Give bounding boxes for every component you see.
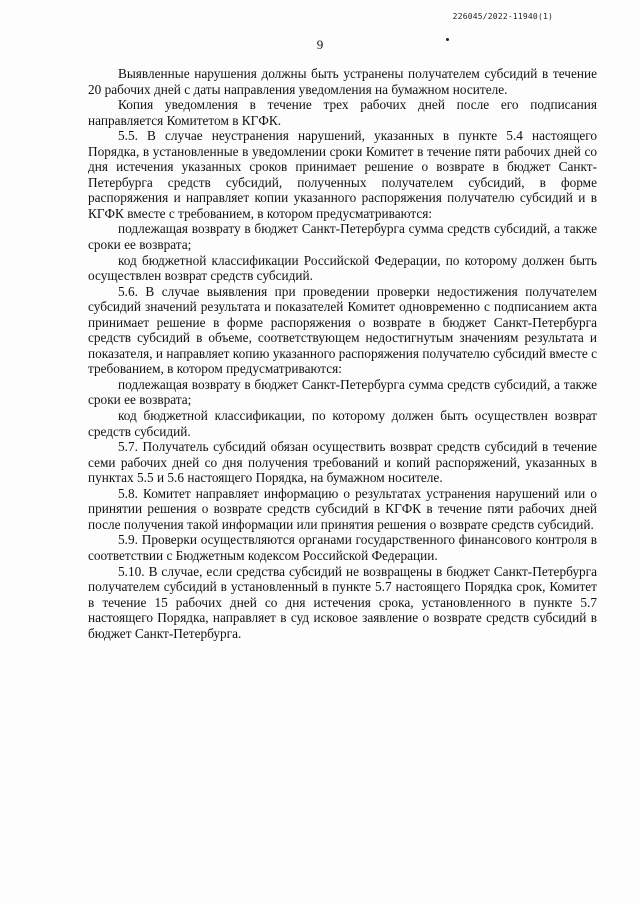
paragraph-5-5: 5.5. В случае неустранения нарушений, указанных в пункте 5.4 настоящего Порядка, в установленные в уведомлении сроки Комитет в течение пяти рабочих дней со дня истечения указанных сроков принимает решение о возврате в бюджет Санкт-Петербурга средств субсидий, полученных получателем субсидий, в форме распоряжения и направляет копии указанного распоряжения получателю субсидий и в КГФК вместе с требованием, в котором предусматриваются: xyxy=(88,128,597,221)
paragraph-5-6-amount: подлежащая возврату в бюджет Санкт-Петербурга сумма средств субсидий, а также сроки ее возврата; xyxy=(88,376,597,408)
paragraph-5-6: 5.6. В случае выявления при проведении проверки недостижения получателем субсидий значений результата и показателей Комитет одновременно с подписанием акта принимает решение в форме распоряжения о возврате в бюджет Санкт-Петербурга средств субсидий в объеме, соответствующем недостигнутым значениям результата и показателя, и направляет копию указанного распоряжения получателю субсидий вместе с требованием, в котором предусматриваются: xyxy=(88,283,597,377)
paragraph-violations-deadline: Выявленные нарушения должны быть устранены получателем субсидий в течение 20 рабочих дней с даты направления уведомления на бумажном носителе. xyxy=(88,66,597,97)
paragraph-5-7: 5.7. Получатель субсидий обязан осуществить возврат средств субсидий в течение семи рабочих дней со дня получения требований и копий распоряжений, указанных в пунктах 5.5 и 5.6 настоящего Порядка, на бумажном носителе. xyxy=(88,439,597,486)
scan-dot-mark xyxy=(446,38,449,41)
page-number: 9 xyxy=(316,37,324,52)
paragraph-5-10: 5.10. В случае, если средства субсидий не возвращены в бюджет Санкт-Петербурга получателем субсидий в установленный в пункте 5.7 настоящего Порядка срок, Комитет в течение 15 рабочих дней со дня истечения срока, установленного в пункте 5.7 настоящего Порядка, направляет в суд исковое заявление о возврате средств субсидий в бюджет Санкт-Петербурга. xyxy=(88,563,597,641)
document-body xyxy=(88,66,597,641)
paragraph-notice-copy: Копия уведомления в течение трех рабочих дней после его подписания направляется Комитетом в КГФК. xyxy=(88,97,597,128)
paragraph-5-5-code: код бюджетной классификации Российской Федерации, по которому должен быть осуществлен возврат средств субсидий. xyxy=(88,252,597,284)
paragraph-5-5-amount: подлежащая возврату в бюджет Санкт-Петербурга сумма средств субсидий, а также сроки ее возврата; xyxy=(88,221,597,253)
paragraph-5-9: 5.9. Проверки осуществляются органами государственного финансового контроля в соответствии с Бюджетным кодексом Российской Федерации. xyxy=(88,532,597,563)
document-number: 226045/2022-11940(1) xyxy=(452,12,553,21)
paragraph-5-6-code: код бюджетной классификации, по которому должен быть осуществлен возврат средств субсидий. xyxy=(88,408,597,439)
paragraph-5-8: 5.8. Комитет направляет информацию о результатах устранения нарушений или о принятии решения о возврате средств субсидий в КГФК в течение пяти рабочих дней после получения такой информации или принятия решения о возврате средств субсидий. xyxy=(88,485,597,532)
